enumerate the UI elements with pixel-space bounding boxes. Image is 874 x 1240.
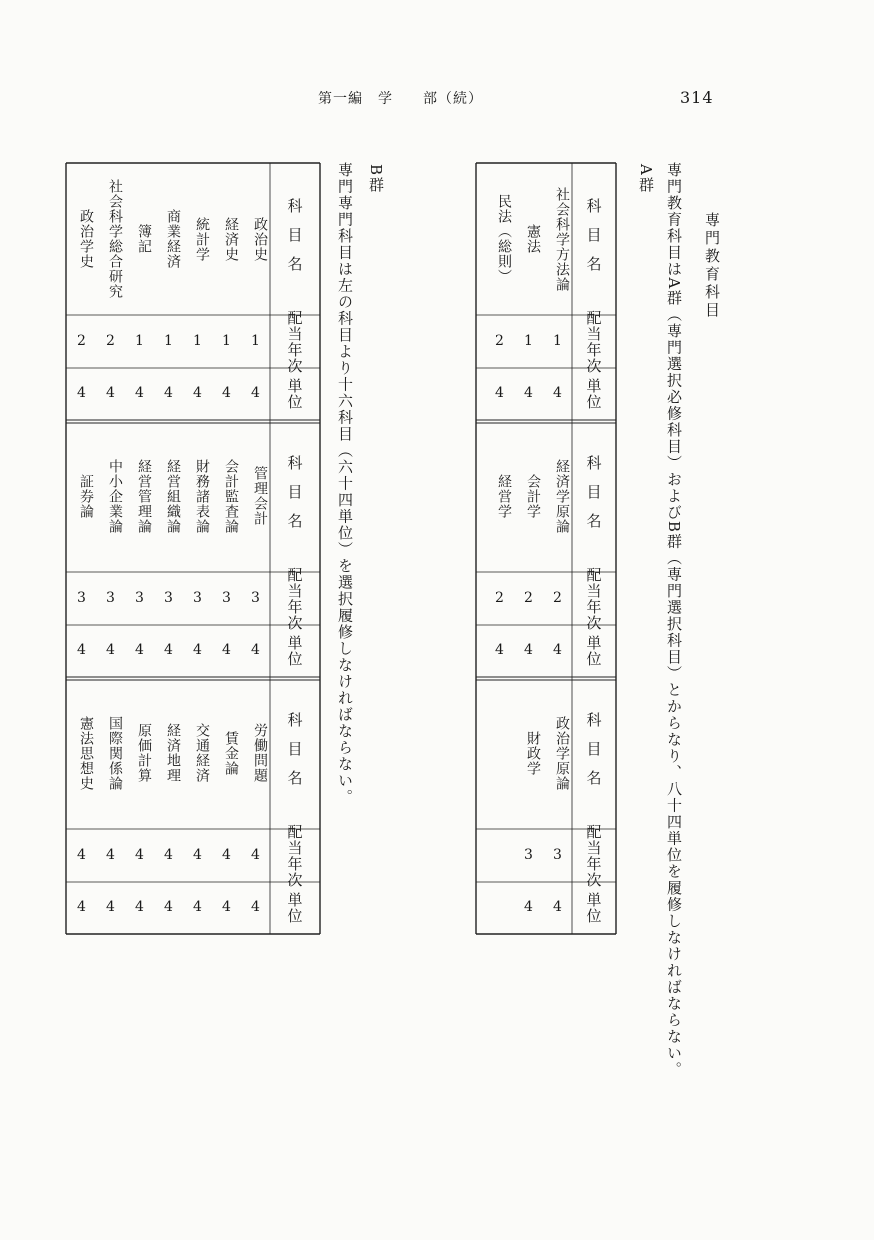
header-units: 単位 [285, 378, 304, 410]
section-title: 専門教育科目 [703, 212, 721, 320]
subject-name: 憲法 [525, 224, 541, 254]
header-assigned-year: 配当年次 [584, 823, 603, 888]
header-subject-name: 科目名 [584, 454, 603, 542]
header-subject-name: 科目名 [584, 197, 603, 285]
assigned-year: 1 [135, 332, 144, 349]
units-value: 4 [524, 642, 533, 658]
header-subject-name: 科目名 [285, 711, 304, 799]
units-value: 4 [77, 642, 86, 658]
subject-name: 社会科学総合研究 [107, 179, 123, 299]
header-subject-name: 科目名 [285, 197, 304, 285]
assigned-year: 2 [106, 332, 115, 349]
units-value: 4 [251, 899, 260, 915]
subject-name: 政治学原論 [554, 715, 570, 791]
units-value: 4 [553, 899, 562, 915]
subject-name: 商業経済 [165, 209, 181, 269]
header-assigned-year: 配当年次 [285, 566, 304, 631]
assigned-year: 4 [193, 846, 202, 863]
subject-name: 経済史 [223, 216, 239, 262]
header-assigned-year: 配当年次 [285, 309, 304, 374]
subject-name: 財政学 [525, 730, 541, 776]
units-value: 4 [77, 385, 86, 401]
header-assigned-year: 配当年次 [584, 566, 603, 631]
units-value: 4 [135, 899, 144, 915]
assigned-year: 2 [495, 589, 504, 606]
units-value: 4 [193, 385, 202, 401]
subject-name: 管理会計 [252, 466, 268, 526]
header-units: 単位 [285, 635, 304, 667]
assigned-year: 1 [222, 332, 231, 349]
units-value: 4 [106, 899, 115, 915]
assigned-year: 4 [222, 846, 231, 863]
assigned-year: 2 [553, 589, 562, 606]
subject-name: 政治史 [252, 216, 268, 262]
units-value: 4 [251, 642, 260, 658]
page-number: 314 [680, 88, 714, 107]
assigned-year: 4 [251, 846, 260, 863]
units-value: 4 [193, 899, 202, 915]
subject-name: 社会科学方法論 [554, 186, 570, 292]
units-value: 4 [77, 899, 86, 915]
assigned-year: 1 [524, 332, 533, 349]
units-value: 4 [495, 385, 504, 401]
header-assigned-year: 配当年次 [285, 823, 304, 888]
subject-name: 国際関係論 [107, 715, 123, 791]
assigned-year: 3 [77, 589, 86, 606]
header-subject-name: 科目名 [584, 711, 603, 799]
header-units: 単位 [285, 892, 304, 924]
subject-name: 経営管理論 [136, 458, 152, 534]
units-value: 4 [193, 642, 202, 658]
subject-name: 政治学史 [78, 209, 94, 269]
assigned-year: 1 [553, 332, 562, 349]
header-units: 単位 [584, 635, 603, 667]
subject-name: 賃金論 [223, 730, 239, 776]
assigned-year: 1 [193, 332, 202, 349]
group-a-label: A群 [637, 164, 655, 194]
units-value: 4 [553, 642, 562, 658]
subject-name: 会計監査論 [223, 458, 239, 534]
units-value: 4 [135, 642, 144, 658]
units-value: 4 [222, 385, 231, 401]
assigned-year: 1 [251, 332, 260, 349]
header-units: 単位 [584, 892, 603, 924]
assigned-year: 4 [135, 846, 144, 863]
assigned-year: 3 [164, 589, 173, 606]
subject-name: 労働問題 [252, 723, 268, 783]
subject-name: 経営組織論 [165, 458, 181, 534]
subject-name: 経済地理 [165, 723, 181, 783]
header-subject-name: 科目名 [285, 454, 304, 542]
running-header: 第一編 学 部（続） [318, 91, 483, 107]
subject-name: 経済学原論 [554, 458, 570, 534]
units-value: 4 [106, 385, 115, 401]
group-b-label: B群 [367, 164, 385, 195]
assigned-year: 3 [553, 846, 562, 863]
subject-name: 中小企業論 [107, 458, 123, 534]
assigned-year: 2 [77, 332, 86, 349]
units-value: 4 [106, 642, 115, 658]
subject-name: 財務諸表論 [194, 458, 210, 534]
units-value: 4 [222, 642, 231, 658]
assigned-year: 3 [135, 589, 144, 606]
units-value: 4 [164, 385, 173, 401]
assigned-year: 3 [106, 589, 115, 606]
assigned-year: 4 [106, 846, 115, 863]
units-value: 4 [524, 899, 533, 915]
assigned-year: 4 [164, 846, 173, 863]
assigned-year: 1 [164, 332, 173, 349]
units-value: 4 [164, 642, 173, 658]
subject-name: 原価計算 [136, 723, 152, 783]
units-value: 4 [495, 642, 504, 658]
subject-name: 憲法思想史 [78, 715, 94, 791]
assigned-year: 4 [77, 846, 86, 863]
units-value: 4 [524, 385, 533, 401]
assigned-year: 3 [251, 589, 260, 606]
group-b-intro: 専門専門科目は左の科目より十六科目（六十四単位）を選択履修しなければならない。 [336, 162, 354, 806]
header-units: 単位 [584, 378, 603, 410]
assigned-year: 3 [524, 846, 533, 863]
units-value: 4 [222, 899, 231, 915]
section-intro: 専門教育科目はA群（専門選択必修科目）およびB群（専門選択科目）とからなり、八十四単位を履修しなければならない。 [665, 162, 683, 1078]
assigned-year: 2 [524, 589, 533, 606]
units-value: 4 [135, 385, 144, 401]
units-value: 4 [164, 899, 173, 915]
header-assigned-year: 配当年次 [584, 309, 603, 374]
assigned-year: 3 [193, 589, 202, 606]
subject-name: 統計学 [194, 216, 210, 262]
units-value: 4 [553, 385, 562, 401]
subject-name: 証券論 [78, 473, 94, 519]
subject-name: 経営学 [496, 473, 512, 519]
subject-name: 交通経済 [194, 723, 210, 783]
assigned-year: 3 [222, 589, 231, 606]
subject-name: 会計学 [525, 473, 541, 519]
subject-name: 民法（総則） [496, 194, 512, 284]
assigned-year: 2 [495, 332, 504, 349]
units-value: 4 [251, 385, 260, 401]
subject-name: 簿記 [136, 224, 152, 254]
